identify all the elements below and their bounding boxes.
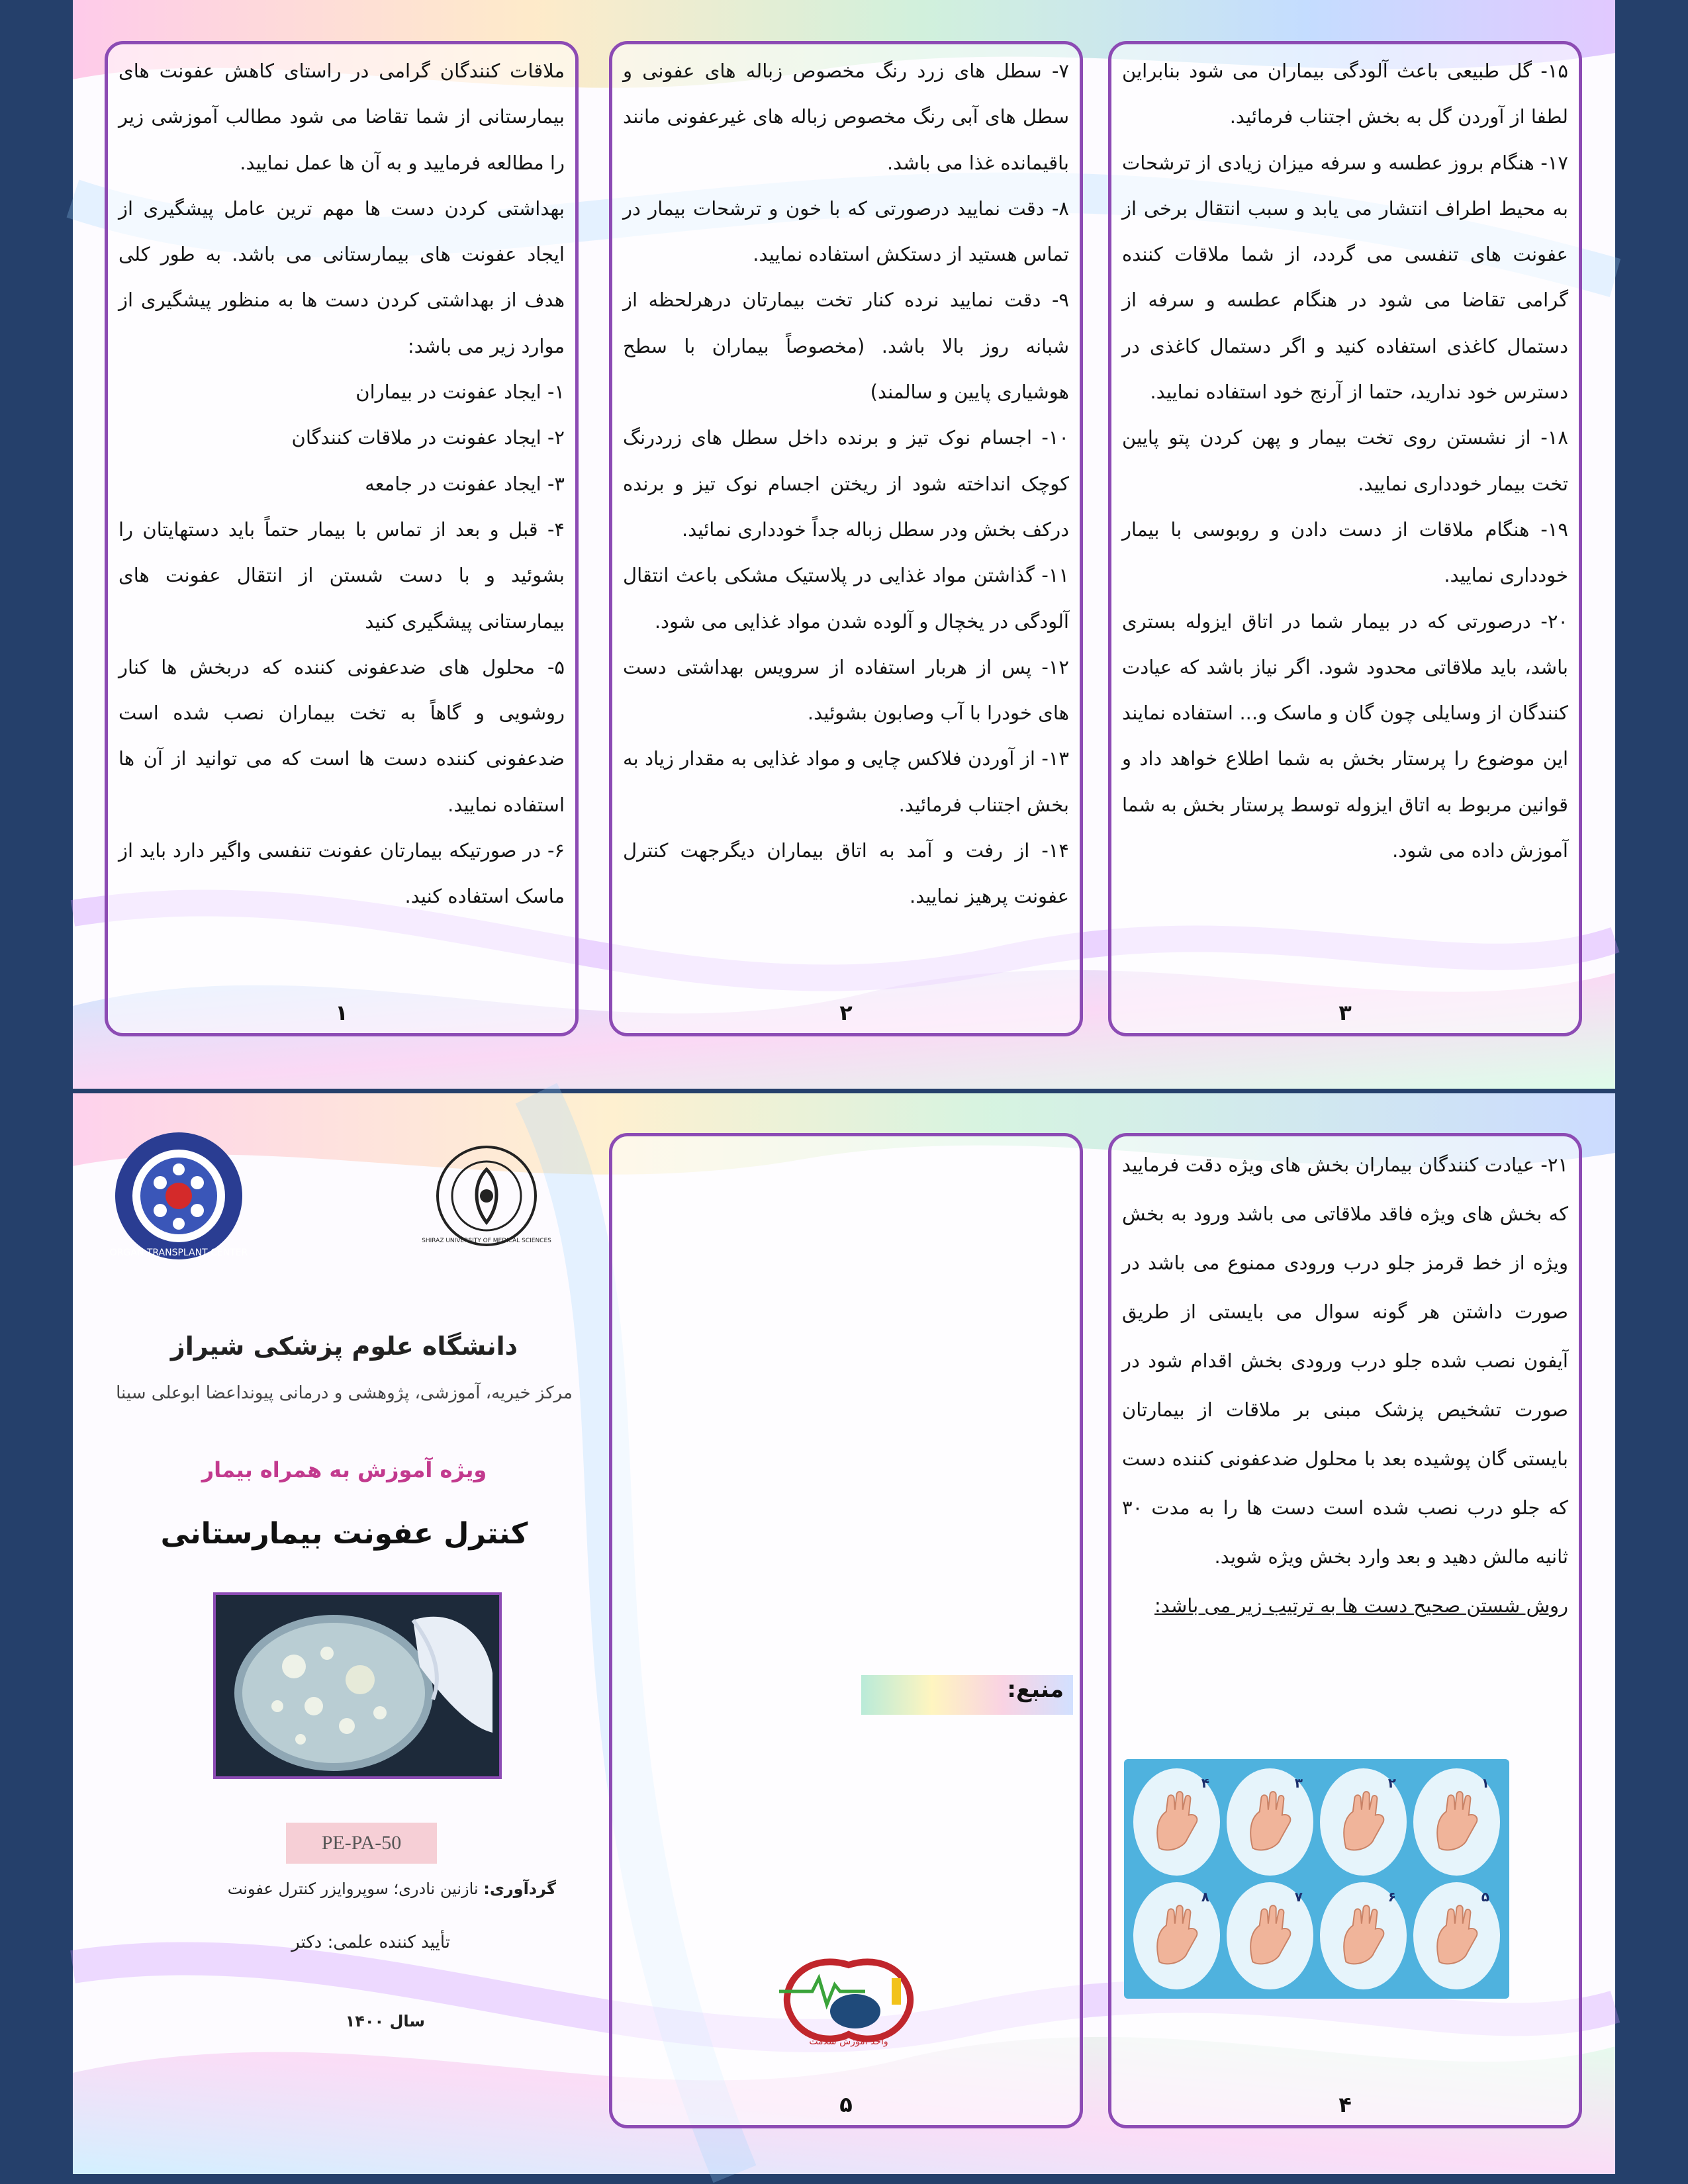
handwash-step: ۵ [1413,1882,1500,1989]
paragraph: ۶- در صورتیکه بیمارتان عفونت تنفسی واگیر دارد باید از ماسک استفاده کنید. [118,839,565,908]
paragraph: ملاقات کنندگان گرامی در راستای کاهش عفونت های بیمارستانی از شما تقاضا می شود مطالب آموزشی زیر را مطالعه فرمایید و به آن ها عمل نمایید. [118,60,565,174]
panel-page-5 [609,1133,1083,2128]
panel-1-text [118,48,565,920]
page-number: ۲ [839,1000,853,1025]
center-name: مرکز خیریه، آموزشی، پژوهشی و درمانی پیونداعضا ابوعلی سینا [116,1383,573,1403]
handwashing-steps-image [1124,1759,1509,1999]
svg-text:ORGAN TRANSPLANT CENTER: ORGAN TRANSPLANT CENTER [109,1248,248,1258]
paragraph: ۱۵- گل طبیعی باعث آلودگی بیماران می شود بنابراین لطفا از آوردن گل به بخش اجتناب فرمائید. [1122,60,1568,128]
brochure-outside-sheet [73,1093,1615,2174]
paragraph: ۱۴- از رفت و آمد به اتاق بیماران دیگرجهت کنترل عفونت پرهیز نمایید. [623,839,1069,908]
health-education-logo [766,1952,931,2051]
paragraph: ۱۳- از آوردن فلاکس چایی و مواد غذایی به مقدار زیاد به بخش اجتناب فرمائید. [623,747,1069,816]
university-name: دانشگاه علوم پزشکی شیراز [170,1332,518,1361]
paragraph: ۱۹- هنگام ملاقات از دست دادن و روبوسی با بیمار خودداری نمایید. [1122,518,1568,587]
paragraph: ۳- ایجاد عفونت در جامعه [365,472,565,495]
svg-text:واحد آموزش سلامت: واحد آموزش سلامت [809,2036,888,2047]
paragraph: ۱۰- اجسام نوک تیز و برنده داخل سطل های زردرنگ کوچک انداخته شود از ریختن اجسام نوک تیز و برنده درکف بخش ودر سطل زباله جداً خودداری نمائید. [623,426,1069,541]
page-number: ۱ [335,1000,348,1025]
paragraph: ۲۰- درصورتی که در بیمار شما در اتاق ایزوله بستری باشد، باید ملاقاتی محدود شود. اگر نیاز باشد که عیادت کنندگان از وسایلی چون گان و ماسک و... استفاده نمایند این موضوع را پرستار بخش به شما اطلاع خواهد داد و قوانین مربوط به اتاق ایزوله توسط پرستار بخش به شما آموزش داده می شود. [1122,610,1568,862]
svg-text:SHIRAZ UNIVERSITY OF MEDICAL S: SHIRAZ UNIVERSITY OF MEDICAL SCIENCES [422,1238,551,1244]
year-line [346,2012,425,2030]
panel-4-text [1122,1140,1568,1630]
paragraph: بهداشتی کردن دست ها مهم ترین عامل پیشگیری از ایجاد عفونت های بیمارستانی می باشد. به طور کلی هدف از بهداشتی کردن دست ها به منظور پیشگیری از موارد زیر می باشد: [118,197,565,357]
paragraph: ۴- قبل و بعد از تماس با بیمار حتماً باید دستهایتان را بشوئید و با دست شستن از انتقال عفونت های بیمارستانی پیشگیری کنید [118,518,565,633]
handwash-step: ۴ [1133,1768,1220,1876]
page-number: ۳ [1338,1000,1352,1025]
compiler-line [228,1880,556,1898]
audience-label: ویژه آموزش به همراه بیمار [201,1457,487,1482]
paragraph: ۱- ایجاد عفونت در بیماران [355,381,565,404]
brochure-title: کنترل عفونت بیمارستانی [160,1517,528,1551]
handwash-step: ۷ [1227,1882,1313,1989]
paragraph: ۹- دقت نمایید نرده کنار تخت بیمارتان درهرلحظه از شبانه روز بالا باشد. (مخصوصاً بیماران با سطح هوشیاری پایین و سالمند) [623,289,1069,404]
compiler-label: گردآوری: [483,1880,556,1898]
source-label: منبع: [1007,1676,1064,1703]
paragraph: ۲۱- عیادت کنندگان بیماران بخش های ویژه دقت فرمایید که بخش های ویژه فاقد ملاقاتی می باشد ورود به بخش ویژه از خط قرمز جلو درب ورودی ممنوع می باشد در صورت داشتن هر گونه سوال می بایستی از طریق آیفون نصب شده جلو درب ورودی بخش اقدام شود در صورت تشخیص پزشک مبنی بر ملاقات از بیمارتان بایستی گان پوشیده بعد با محلول ضدعفونی کننده دست که جلو درب نصب شده است دست ها را به مدت ۳۰ ثانیه مالش دهید و بعد وارد بخش ویژه شوید. [1122,1154,1568,1568]
source-row [861,1672,1073,1713]
approver-line [291,1933,450,1952]
handwash-step: ۳ [1227,1768,1313,1876]
handwash-step: ۶ [1320,1882,1407,1989]
paragraph: ۸- دقت نمایید درصورتی که با خون و ترشحات بیمار در تماس هستید از دستکش استفاده نمایید. [623,197,1069,266]
paragraph: ۱۱- گذاشتن مواد غذایی در پلاستیک مشکی باعث انتقال آلودگی در یخچال و آلوده شدن مواد غذایی می شود. [623,564,1069,633]
panel-3-text [1122,48,1568,874]
page-number: ۵ [839,2092,853,2117]
handwash-step: ۱ [1413,1768,1500,1876]
paragraph: ۵- محلول های ضدعفونی کننده که دربخش ها کنار روشویی و گاهاً به تخت بیماران نصب شده است ضدعفونی کننده دست ها است که می توانید از آن ها استفاده نمایید. [118,655,565,816]
paragraph: ۱۸- از نشستن روی تخت بیمار و پهن کردن پتو پایین تخت بیمار خودداری نمایید. [1122,426,1568,495]
approver-label: تأیید کننده علمی: [327,1933,450,1952]
organ-transplant-center-logo [109,1130,248,1262]
handwash-step: ۸ [1133,1882,1220,1989]
approver-name: دکتر [291,1933,322,1952]
paragraph: ۱۷- هنگام بروز عطسه و سرفه میزان زیادی از ترشحات به محیط اطراف انتشار می یابد و سبب انتقال برخی از عفونت های تنفسی می گردد، از شما ملاقات کننده گرامی تقاضا می شود در هنگام عطسه و سرفه از دستمال کاغذی استفاده کنید و اگر دستمال کاغذی در دسترس خود ندارید، حتما از آرنج خود استفاده نمایید. [1122,151,1568,404]
panel-page-2 [609,41,1083,1036]
year-label: سال [389,2012,425,2030]
handwash-step: ۲ [1320,1768,1407,1876]
compiler-name: نازنین نادری؛ سوپروایزر کنترل عفونت [227,1880,479,1898]
panel-page-3 [1108,41,1582,1036]
year-value: ۱۴۰۰ [345,2012,385,2030]
page-number: ۴ [1338,2092,1352,2117]
petri-dish-image [214,1594,500,1778]
panel-page-1 [105,41,579,1036]
handwash-heading: روش شستن صحیح دست ها به ترتیب زیر می باشد: [1154,1594,1568,1617]
paragraph: ۱۲- پس از هربار استفاده از سرویس بهداشتی دست های خودرا با آب وصابون بشوئید. [623,655,1069,725]
paragraph: ۲- ایجاد عفونت در ملاقات کنندگان [291,426,565,449]
cover-panel [99,1120,589,2152]
brochure-inside-sheet [73,0,1615,1089]
shiraz-university-logo [422,1143,551,1249]
document-code: PE-PA-50 [286,1823,437,1864]
panel-2-text [623,48,1069,920]
paragraph: ۷- سطل های زرد رنگ مخصوص زباله های عفونی و سطل های آبی رنگ مخصوص زباله های غیرعفونی مانند باقیمانده غذا می باشد. [623,60,1069,174]
